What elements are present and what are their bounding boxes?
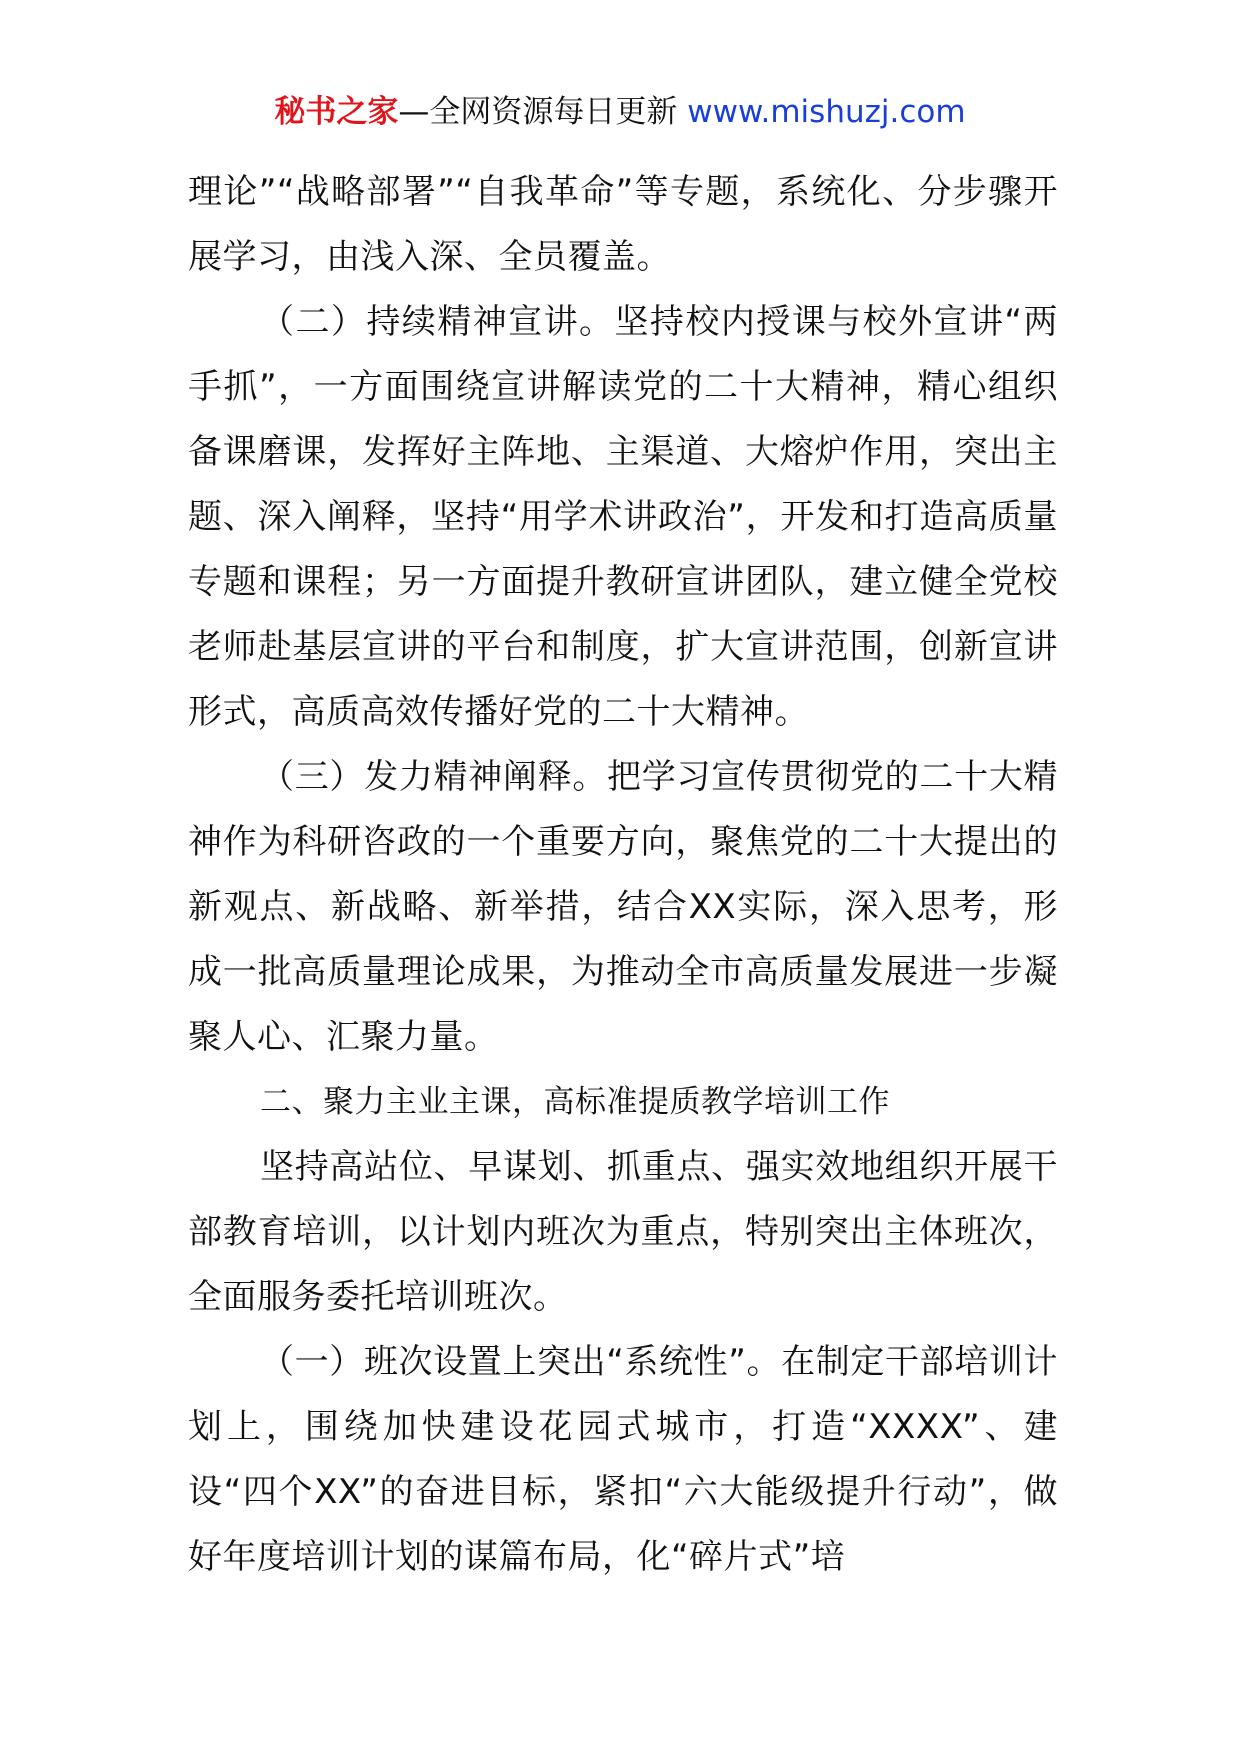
document-body	[188, 160, 1058, 1590]
brand-name: 秘书之家	[274, 94, 399, 130]
paragraph-section-3: （三）发力精神阐释。把学习宣传贯彻党的二十大精神作为科研咨政的一个重要方向，聚焦党的二十大提出的新观点、新战略、新举措，结合XX实际，深入思考，形成一批高质量理论成果，为推动全市高质量发展进一步凝聚人心、汇聚力量。	[188, 757, 1058, 1057]
header-tagline: —全网资源每日更新	[398, 94, 688, 130]
header-url-link[interactable]: www.mishuzj.com	[687, 94, 966, 130]
paragraph-continued: 理论”“战略部署”“自我革命”等专题，系统化、分步骤开展学习，由浅入深、全员覆盖。	[188, 172, 1058, 277]
section-heading-2: 二、聚力主业主课，高标准提质教学培训工作	[260, 1084, 890, 1120]
page-header	[0, 92, 1240, 132]
paragraph-intro: 坚持高站位、早谋划、抓重点、强实效地组织开展干部教育培训，以计划内班次为重点，特别突出主体班次，全面服务委托培训班次。	[188, 1147, 1058, 1317]
paragraph-subsection-1: （一）班次设置上突出“系统性”。在制定干部培训计划上，围绕加快建设花园式城市，打造“XXXX”、建设“四个XX”的奋进目标，紧扣“六大能级提升行动”，做好年度培训计划的谋篇布局，化“碎片式”培	[188, 1342, 1058, 1577]
paragraph-section-2: （二）持续精神宣讲。坚持校内授课与校外宣讲“两手抓”，一方面围绕宣讲解读党的二十大精神，精心组织备课磨课，发挥好主阵地、主渠道、大熔炉作用，突出主题、深入阐释，坚持“用学术讲政治”，开发和打造高质量专题和课程；另一方面提升教研宣讲团队，建立健全党校老师赴基层宣讲的平台和制度，扩大宣讲范围，创新宣讲形式，高质高效传播好党的二十大精神。	[188, 302, 1058, 732]
